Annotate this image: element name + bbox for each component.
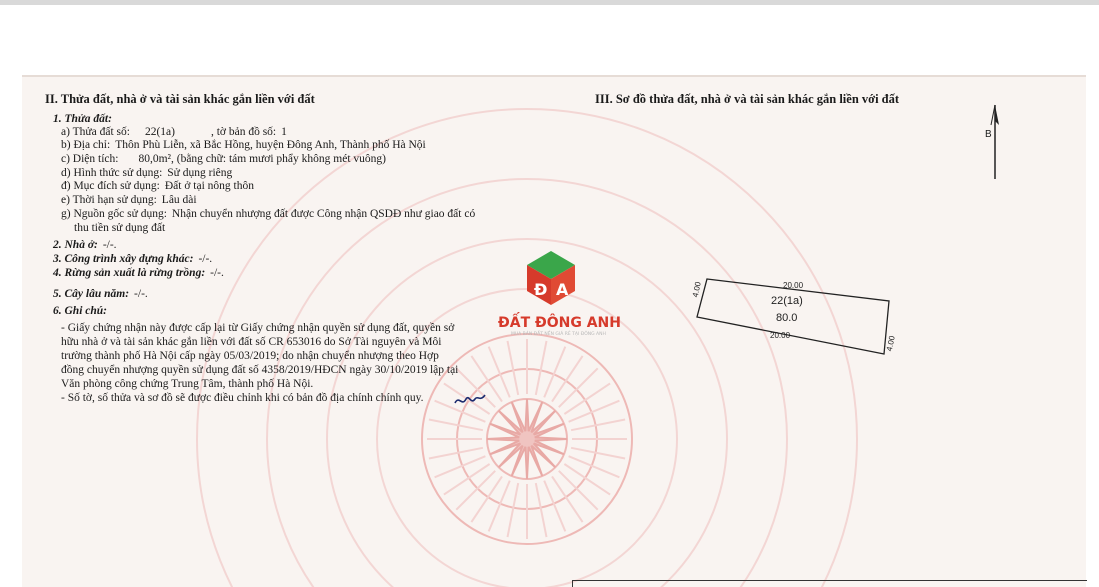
parcel-number-row	[61, 126, 287, 138]
note-line: trường thành phố Hà Nội cấp ngày 05/03/2019; do nhận chuyển nhượng theo Hợp	[61, 350, 439, 362]
section-3-title: III. Sơ đồ thửa đất, nhà ở và tài sản khác gắn liền với đất	[595, 92, 900, 106]
map-sheet-value: 1	[281, 126, 287, 138]
watermark-brand: ĐẤT ĐÔNG ANH	[498, 315, 621, 331]
item-4-title: 4. Rừng sản xuất là rừng trồng:	[53, 267, 206, 279]
handwritten-signature	[453, 391, 489, 409]
section-2-title: II. Thửa đất, nhà ở và tài sản khác gắn liền với đất	[45, 92, 315, 106]
map-sheet-label: , tờ bản đồ số:	[210, 126, 277, 138]
origin-label: g) Nguồn gốc sử dụng:	[61, 208, 167, 220]
item-1-title: 1. Thửa đất:	[53, 113, 112, 125]
north-arrow	[977, 103, 1007, 183]
item-6-title: 6. Ghi chú:	[53, 305, 107, 317]
item-4-value: -/-.	[210, 267, 224, 279]
area-row	[61, 153, 386, 165]
origin-value: Nhận chuyển nhượng đất được Công nhận QSDĐ như giao đất có	[171, 208, 476, 220]
address-row	[61, 139, 426, 151]
usage-form-value: Sử dụng riêng	[167, 167, 233, 179]
note-line: hữu nhà ở và tài sản khác gắn liền với đất số CR 653016 do Sở Tài nguyên và Môi	[61, 336, 442, 348]
page-right-margin	[1086, 75, 1099, 585]
address-value: Thôn Phù Liễn, xã Bắc Hồng, huyện Đông Anh, Thành phố Hà Nội	[115, 139, 426, 151]
address-label: b) Địa chỉ:	[61, 139, 111, 151]
item-3-row	[53, 253, 212, 265]
dat-dong-anh-logo-icon	[523, 249, 579, 307]
usage-term-label: e) Thời hạn sử dụng:	[61, 194, 157, 206]
usage-form-row	[61, 167, 232, 179]
note-line: đồng chuyển nhượng quyền sử dụng đất số 4358/2019/HĐCN ngày 30/10/2019 lập tại	[61, 364, 459, 376]
certificate-page	[22, 75, 1086, 587]
bottom-frame-line	[572, 580, 1087, 587]
item-2-value: -/-.	[102, 239, 117, 251]
item-4-row	[53, 267, 224, 279]
svg-text:Đ: Đ	[534, 280, 548, 299]
usage-term-value: Lâu dài	[161, 194, 197, 206]
screen-top-bar	[0, 0, 1099, 5]
note-line: Văn phòng công chứng Trung Tâm, thành phố Hà Nội.	[61, 378, 314, 390]
note-line: - Số tờ, số thửa và sơ đồ sẽ được điều chỉnh khi có bản đồ địa chính chính quy.	[61, 392, 424, 404]
watermark-tagline: MUA BÁN ĐẤT NỀN GIÁ RẺ TẠI ĐÔNG ANH	[511, 332, 606, 337]
north-label: B	[985, 129, 992, 140]
parcel-number-label: a) Thửa đất số:	[61, 126, 130, 138]
item-2-title: 2. Nhà ở:	[53, 239, 98, 251]
dim-right: 4.00	[884, 334, 897, 353]
usage-purpose-label: đ) Mục đích sử dụng:	[61, 180, 160, 192]
north-arrow-icon	[977, 103, 1007, 183]
plot-number: 22(1a)	[771, 295, 803, 307]
item-5-title: 5. Cây lâu năm:	[53, 288, 130, 300]
area-label: c) Diện tích:	[61, 153, 119, 165]
note-line: - Giấy chứng nhận này được cấp lại từ Giấy chứng nhận quyền sử dụng đất, quyền sở	[61, 322, 455, 334]
dim-top: 20.00	[783, 281, 804, 290]
svg-text:A: A	[556, 280, 569, 299]
usage-term-row	[61, 194, 197, 206]
origin-value-continued: thu tiền sử dụng đất	[74, 222, 166, 234]
origin-row	[61, 208, 475, 220]
item-5-value: -/-.	[134, 288, 148, 300]
usage-form-label: d) Hình thức sử dụng:	[61, 167, 163, 179]
dim-left: 4.00	[690, 280, 703, 299]
dim-bottom: 20.00	[770, 331, 791, 340]
item-2-row	[53, 239, 117, 251]
item-5-row	[53, 288, 148, 300]
item-3-title: 3. Công trình xây dựng khác:	[53, 253, 194, 265]
item-3-value: -/-.	[198, 253, 213, 265]
usage-purpose-value: Đất ở tại nông thôn	[164, 180, 254, 192]
plot-area: 80.0	[776, 312, 798, 324]
usage-purpose-row	[61, 180, 254, 192]
parcel-number-value: 22(1a)	[144, 126, 175, 138]
area-value: 80,0m², (bằng chữ: tám mươi phẩy không mét vuông)	[138, 153, 386, 165]
